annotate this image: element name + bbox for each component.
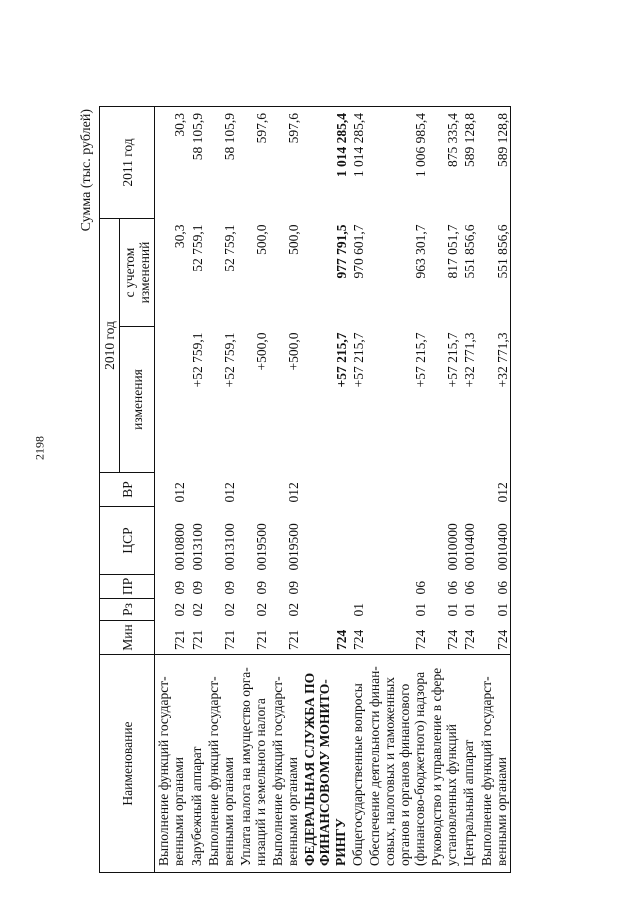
cell-name: Обеспечение деятельности финан-совых, налоговых и таможенных органов и органов финансового (финансово-бюджетного) надзора — [366, 655, 428, 873]
cell-csr: 0010000 — [445, 523, 461, 571]
cell-vr — [428, 473, 460, 507]
cell-min: 724 — [350, 629, 366, 650]
cell-changes: +57 215,7 — [350, 332, 366, 388]
cell-csr: 0013100 — [221, 523, 237, 571]
table-row — [155, 107, 188, 873]
cell-pr: 06 — [478, 575, 511, 599]
header-changes: изменения — [120, 327, 155, 473]
header-pr: ПР — [100, 575, 155, 599]
cell-name: Руководство и управление в сфере установленных функций — [428, 655, 460, 873]
cell-pr: 06 — [445, 581, 461, 595]
cell-min: 724 — [333, 629, 349, 650]
cell-y2011: 58 105,9 — [205, 107, 237, 219]
cell-name: Выполнение функций государст-венными органами — [269, 655, 301, 873]
cell-min: 724 — [478, 621, 511, 655]
cell-with-changes: 30,3 — [172, 224, 188, 249]
cell-y2011: 58 105,9 — [188, 107, 205, 219]
header-year-2010: 2010 год — [100, 219, 120, 473]
header-name: Наименование — [100, 655, 155, 873]
rotated-page — [77, 107, 563, 873]
cell-rz: 01 — [462, 603, 478, 617]
cell-changes: +500,0 — [286, 332, 302, 371]
cell-with-changes: 52 759,1 — [221, 224, 237, 272]
cell-csr: 0010400 — [478, 507, 511, 575]
table-row — [205, 107, 237, 873]
cell-changes: +57 215,7 — [445, 332, 461, 388]
cell-min: 724 — [445, 629, 461, 650]
cell-y2011: 597,6 — [269, 107, 301, 219]
cell-vr — [301, 473, 348, 507]
cell-name: Зарубежный аппарат — [188, 655, 205, 873]
cell-rz: 02 — [189, 603, 205, 617]
cell-min: 721 — [189, 629, 205, 650]
cell-rz: 02 — [286, 603, 302, 617]
cell-name: Выполнение функций государст-венными органами — [205, 655, 237, 873]
cell-vr: 012 — [172, 482, 188, 503]
table-row — [478, 107, 511, 873]
cell-csr — [301, 507, 348, 575]
cell-pr: 09 — [253, 581, 269, 595]
cell-pr: 06 — [413, 581, 429, 595]
cell-pr — [349, 575, 366, 599]
cell-y2011: 875 335,4 — [428, 107, 460, 219]
cell-rz: 02 — [172, 603, 188, 617]
table-row — [366, 107, 428, 873]
header-year-2011: 2011 год — [100, 107, 155, 219]
cell-y2011: 597,6 — [237, 107, 269, 219]
table-row — [269, 107, 301, 873]
budget-table — [99, 106, 511, 873]
cell-changes: +57 215,7 — [413, 332, 429, 388]
cell-y2011: 1 014 285,4 — [301, 107, 348, 219]
cell-rz: 01 — [478, 599, 511, 621]
cell-vr — [366, 473, 428, 507]
page-number: 2198 — [32, 436, 47, 460]
cell-with-changes: 970 601,7 — [350, 224, 366, 279]
cell-csr: 0010400 — [462, 523, 478, 571]
cell-changes: +52 759,1 — [221, 332, 237, 388]
cell-y2011: 30,3 — [155, 107, 188, 219]
cell-with-changes: 500,0 — [253, 224, 269, 255]
cell-y2011: 589 128,8 — [460, 107, 477, 219]
cell-pr: 09 — [189, 581, 205, 595]
cell-name: Центральный аппарат — [460, 655, 477, 873]
cell-min: 721 — [286, 629, 302, 650]
header-csr: ЦСР — [100, 507, 155, 575]
cell-pr — [301, 575, 348, 599]
cell-changes: +52 759,1 — [189, 332, 205, 388]
cell-pr: 06 — [462, 581, 478, 595]
cell-csr — [366, 507, 428, 575]
cell-y2011: 1 006 985,4 — [366, 107, 428, 219]
cell-vr: 012 — [286, 482, 302, 503]
cell-rz — [301, 599, 348, 621]
cell-changes: +32 771,3 — [462, 332, 478, 388]
cell-changes: +500,0 — [253, 332, 269, 371]
table-row — [428, 107, 460, 873]
table-row — [188, 107, 205, 873]
cell-with-changes: 500,0 — [286, 224, 302, 255]
header-min: Мин — [100, 621, 155, 655]
cell-with-changes: 52 759,1 — [189, 224, 205, 272]
table-row — [237, 107, 269, 873]
cell-vr: 012 — [221, 482, 237, 503]
table-row — [349, 107, 366, 873]
units-label: Сумма (тыс. рублей) — [79, 109, 94, 232]
cell-with-changes: 551 856,6 — [478, 219, 511, 327]
cell-min: 724 — [462, 629, 478, 650]
cell-csr: 0010800 — [172, 523, 188, 571]
cell-rz: 01 — [445, 603, 461, 617]
cell-min: 721 — [253, 629, 269, 650]
cell-pr: 09 — [221, 581, 237, 595]
cell-pr: 09 — [286, 581, 302, 595]
cell-vr — [349, 473, 366, 507]
cell-rz: 01 — [413, 603, 429, 617]
cell-csr: 0019500 — [286, 523, 302, 571]
cell-with-changes: 963 301,7 — [413, 224, 429, 279]
cell-y2011: 1 014 285,4 — [349, 107, 366, 219]
cell-name: Выполнение функций государст-венными органами — [155, 655, 188, 873]
cell-changes — [155, 327, 188, 473]
cell-y2011: 589 128,8 — [478, 107, 511, 219]
header-with-changes: с учетом изменений — [120, 219, 155, 327]
cell-with-changes: 977 791,5 — [333, 224, 349, 279]
cell-csr: 0013100 — [189, 523, 205, 571]
cell-with-changes: 551 856,6 — [462, 224, 478, 279]
cell-name: ФЕДЕРАЛЬНАЯ СЛУЖБА ПО ФИНАНСОВОМУ МОНИТО-РИНГУ — [301, 655, 348, 873]
header-vr: ВР — [100, 473, 155, 507]
cell-vr — [460, 473, 477, 507]
cell-csr — [349, 507, 366, 575]
cell-rz: 02 — [221, 603, 237, 617]
table-row — [301, 107, 348, 873]
cell-min: 724 — [413, 629, 429, 650]
cell-changes: +57 215,7 — [333, 332, 349, 388]
header-rz: Рз — [100, 599, 155, 621]
cell-name: Уплата налога на имущество орга-низаций и земельного налога — [237, 655, 269, 873]
cell-min: 721 — [221, 629, 237, 650]
cell-vr — [188, 473, 205, 507]
cell-vr — [237, 473, 269, 507]
cell-name: Выполнение функций государст-венными органами — [478, 655, 511, 873]
cell-changes: +32 771,3 — [478, 327, 511, 473]
cell-name: Общегосударственные вопросы — [349, 655, 366, 873]
cell-csr: 0019500 — [253, 523, 269, 571]
cell-min: 721 — [172, 629, 188, 650]
table-row — [460, 107, 477, 873]
cell-vr: 012 — [478, 473, 511, 507]
cell-pr: 09 — [172, 581, 188, 595]
cell-rz: 01 — [350, 603, 366, 617]
cell-with-changes: 817 051,7 — [445, 224, 461, 279]
cell-rz: 02 — [253, 603, 269, 617]
